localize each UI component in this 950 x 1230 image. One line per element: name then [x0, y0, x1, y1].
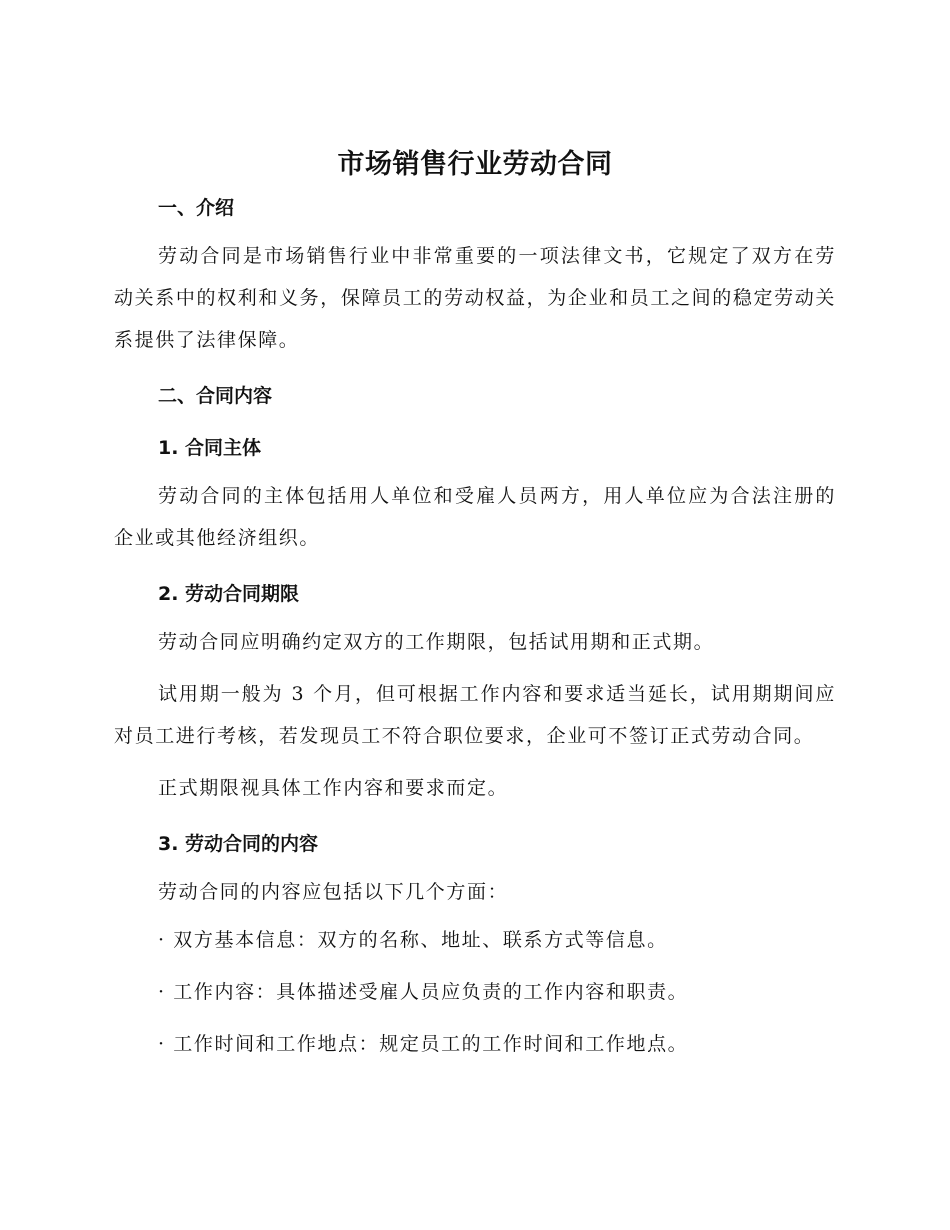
subsection-heading-contents: 3. 劳动合同的内容 [158, 833, 319, 855]
document-title: 市场销售行业劳动合同 [337, 149, 613, 180]
section-heading-intro: 一、介绍 [158, 197, 235, 219]
paragraph-contents: 劳动合同的内容应包括以下几个方面： [158, 881, 509, 903]
paragraph-term-2: 试用期一般为 3 个月，但可根据工作内容和要求适当延长，试用期期间应对员工进行考核，若发现员工不符合职位要求，企业可不签订正式劳动合同。 [114, 683, 836, 747]
list-item-basic-info: · 双方基本信息：双方的名称、地址、联系方式等信息。 [158, 929, 668, 951]
subsection-heading-term: 2. 劳动合同期限 [158, 583, 300, 605]
list-item-job-content: · 工作内容：具体描述受雇人员应负责的工作内容和职责。 [158, 981, 689, 1003]
document-body [114, 191, 836, 1061]
list-item-time-location: · 工作时间和工作地点：规定员工的工作时间和工作地点。 [158, 1033, 689, 1055]
subsection-heading-parties: 1. 合同主体 [158, 437, 262, 459]
paragraph-term-3: 正式期限视具体工作内容和要求而定。 [158, 777, 509, 799]
paragraph-term-1: 劳动合同应明确约定双方的工作期限，包括试用期和正式期。 [158, 631, 715, 653]
paragraph-intro: 劳动合同是市场销售行业中非常重要的一项法律文书，它规定了双方在劳动关系中的权利和义务，保障员工的劳动权益，为企业和员工之间的稳定劳动关系提供了法律保障。 [114, 245, 836, 351]
section-heading-content: 二、合同内容 [158, 385, 273, 407]
paragraph-parties: 劳动合同的主体包括用人单位和受雇人员两方，用人单位应为合法注册的企业或其他经济组织。 [114, 485, 836, 549]
